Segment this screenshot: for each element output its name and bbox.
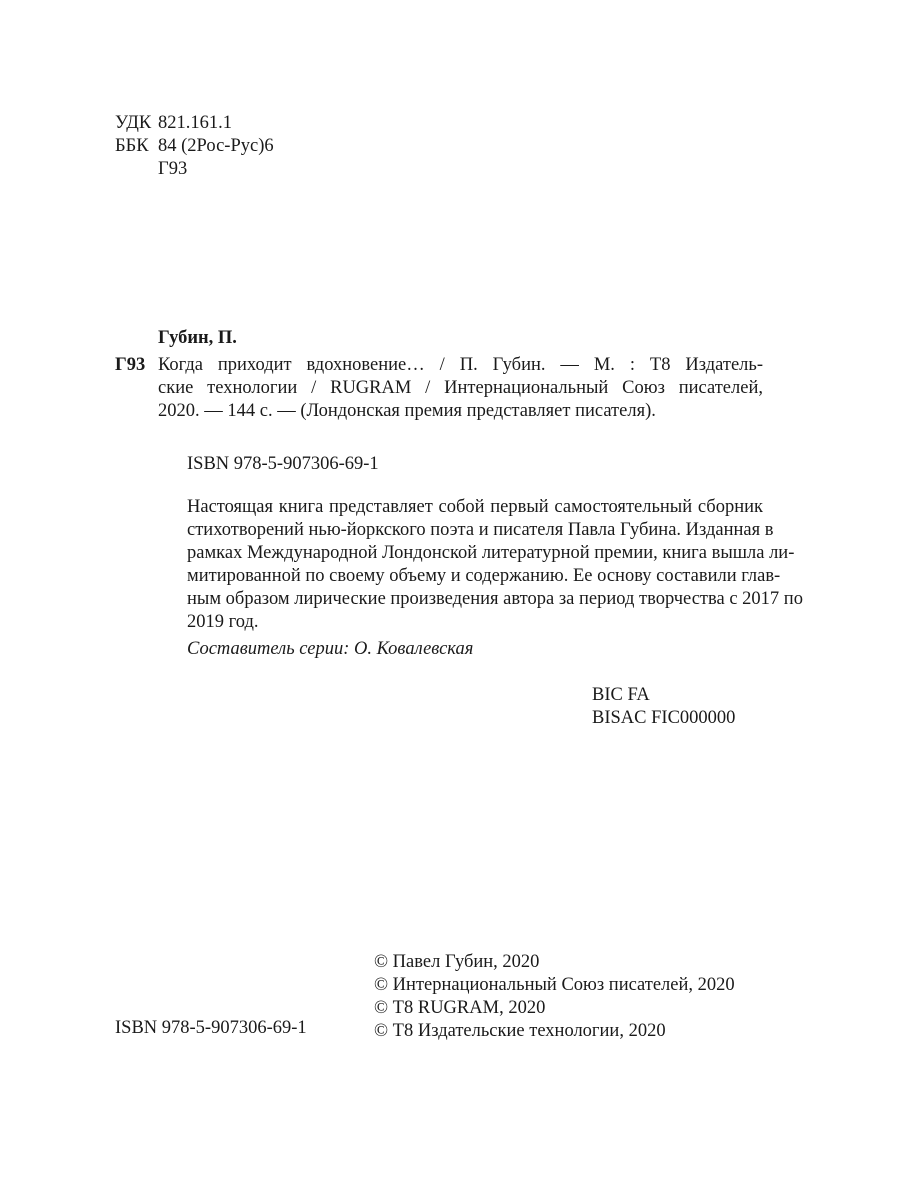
annotation-line: митированной по своему объему и содержанию. Ее основу составили глав- xyxy=(187,566,781,586)
udk-label: УДК xyxy=(115,113,152,133)
series-compiler: Составитель серии: О. Ковалевская xyxy=(187,639,474,659)
description-line: Когда приходит вдохновение… / П. Губин. — М. : Т8 Издатель- xyxy=(158,355,763,375)
description-line: ские технологии / RUGRAM / Интернациональный Союз писателей, xyxy=(158,378,763,398)
annotation-line: Настоящая книга представляет собой первый самостоятельный сборник xyxy=(187,497,763,517)
bbk-row xyxy=(115,135,274,158)
annotation-line: ным образом лирические произведения автора за период творчества с 2017 по xyxy=(187,589,803,609)
footer-isbn: ISBN 978-5-907306-69-1 xyxy=(115,1018,307,1038)
isbn-record: ISBN 978-5-907306-69-1 xyxy=(187,454,379,474)
author-sign: Г93 xyxy=(158,159,188,179)
bisac-code: BISAC FIC000000 xyxy=(592,708,736,728)
classification-block xyxy=(115,112,274,181)
udk-row xyxy=(115,112,274,135)
bic-code: BIC FA xyxy=(592,685,650,705)
bbk-label: ББК xyxy=(115,136,149,156)
copyright-block xyxy=(374,951,735,1043)
copyright-line: © Т8 RUGRAM, 2020 xyxy=(374,998,546,1018)
copyright-line: © Интернациональный Союз писателей, 2020 xyxy=(374,975,735,995)
copyright-line: © Павел Губин, 2020 xyxy=(374,952,540,972)
udk-value: 821.161.1 xyxy=(158,113,232,133)
description-line: 2020. — 144 с. — (Лондонская премия представляет писателя). xyxy=(158,401,656,421)
bbk-value: 84 (2Рос-Рус)6 xyxy=(158,136,274,156)
annotation-line: рамках Международной Лондонской литературной премии, книга вышла ли- xyxy=(187,543,795,563)
copyright-line: © Т8 Издательские технологии, 2020 xyxy=(374,1021,666,1041)
annotation xyxy=(187,496,803,634)
annotation-line: 2019 год. xyxy=(187,612,259,632)
annotation-line: стихотворений нью-йоркского поэта и писателя Павла Губина. Изданная в xyxy=(187,520,774,540)
author-heading: Губин, П. xyxy=(158,328,237,348)
bibliographic-description xyxy=(158,354,763,423)
subject-codes xyxy=(592,684,735,730)
author-code-margin: Г93 xyxy=(115,355,146,375)
